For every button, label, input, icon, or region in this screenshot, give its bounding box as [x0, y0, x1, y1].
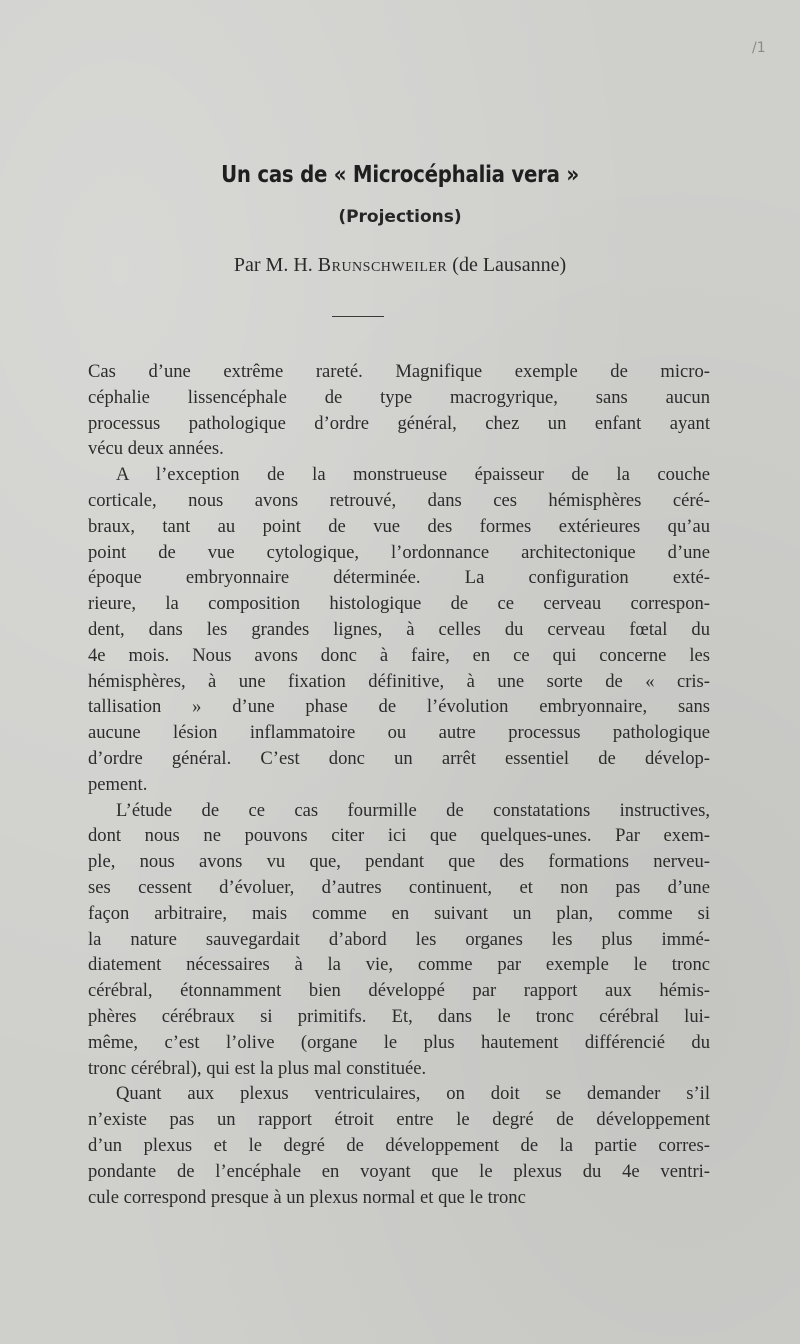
- text-line: aucune lésion inflammatoire ou autre processus pathologique: [88, 722, 710, 744]
- text-line: d’un plexus et le degré de développement de la partie corres-: [88, 1134, 710, 1156]
- text-line: façon arbitraire, mais comme en suivant un plan, comme si: [88, 902, 710, 924]
- text-line: braux, tant au point de vue des formes extérieures qu’au: [88, 515, 710, 537]
- text-line: corticale, nous avons retrouvé, dans ces hémisphères céré-: [88, 489, 710, 511]
- separator-rule: [332, 316, 384, 317]
- text-line: tronc cérébral), qui est la plus mal constituée.: [88, 1057, 427, 1079]
- text-line: 4e mois. Nous avons donc à faire, en ce qui concerne les: [88, 644, 710, 666]
- text-line: phères cérébraux si primitifs. Et, dans le tronc cérébral lui-: [88, 1005, 710, 1027]
- text-line: n’existe pas un rapport étroit entre le degré de développement: [88, 1109, 710, 1131]
- text-line: céphalie lissencéphale de type macrogyrique, sans aucun: [88, 386, 710, 408]
- text-line: même, c’est l’olive (organe le plus hautement différencié du: [88, 1031, 710, 1053]
- text-line: Quant aux plexus ventriculaires, on doit se demander s’il: [116, 1083, 710, 1105]
- article-body: [88, 359, 710, 1210]
- paragraph: [88, 359, 710, 462]
- text-line: d’ordre général. C’est donc un arrêt essentiel de dévelop-: [88, 747, 710, 769]
- text-line: cérébral, étonnamment bien développé par rapport aux hémis-: [88, 980, 710, 1002]
- text-line: tallisation » d’une phase de l’évolution embryonnaire, sans: [88, 696, 710, 718]
- text-line: processus pathologique d’ordre général, chez un enfant ayant: [88, 412, 710, 434]
- author-prefix: Par M. H.: [233, 254, 318, 276]
- text-line: rieure, la composition histologique de ce cerveau correspon-: [88, 593, 710, 615]
- text-line: diatement nécessaires à la vie, comme par exemple le tronc: [88, 954, 710, 976]
- text-line: L’étude de ce cas fourmille de constatations instructives,: [116, 799, 710, 821]
- text-line: ple, nous avons vu que, pendant que des formations nerveu-: [88, 851, 710, 873]
- text-line: vécu deux années.: [88, 438, 224, 460]
- text-line: A l’exception de la monstrueuse épaisseur de la couche: [116, 464, 710, 486]
- author-line: [0, 254, 800, 277]
- author-name: Brunschweiler: [317, 254, 448, 276]
- paragraph: [88, 798, 710, 1082]
- article-title: Un cas de « Microcéphalia vera »: [221, 162, 579, 188]
- paragraph: [88, 462, 710, 797]
- text-line: pement.: [88, 773, 148, 795]
- margin-mark: /1: [752, 40, 766, 56]
- author-suffix: (de Lausanne): [447, 254, 567, 276]
- text-line: hémisphères, à une fixation définitive, à une sorte de « cris-: [88, 670, 710, 692]
- text-line: ses cessent d’évoluer, d’autres continuent, et non pas d’une: [88, 876, 710, 898]
- text-line: époque embryonnaire déterminée. La configuration exté-: [88, 567, 710, 589]
- text-line: dont nous ne pouvons citer ici que quelques-unes. Par exem-: [88, 825, 710, 847]
- text-line: Cas d’une extrême rareté. Magnifique exemple de micro-: [88, 361, 710, 382]
- text-line: point de vue cytologique, l’ordonnance architectonique d’une: [88, 541, 710, 563]
- text-line: cule correspond presque à un plexus normal et que le tronc: [88, 1186, 526, 1208]
- text-line: dent, dans les grandes lignes, à celles du cerveau fœtal du: [88, 618, 710, 640]
- text-line: pondante de l’encéphale en voyant que le plexus du 4e ventri-: [88, 1160, 710, 1182]
- article-subtitle: (Projections): [338, 207, 462, 227]
- paragraph: [88, 1081, 710, 1210]
- text-line: la nature sauvegardait d’abord les organes les plus immé-: [88, 928, 710, 950]
